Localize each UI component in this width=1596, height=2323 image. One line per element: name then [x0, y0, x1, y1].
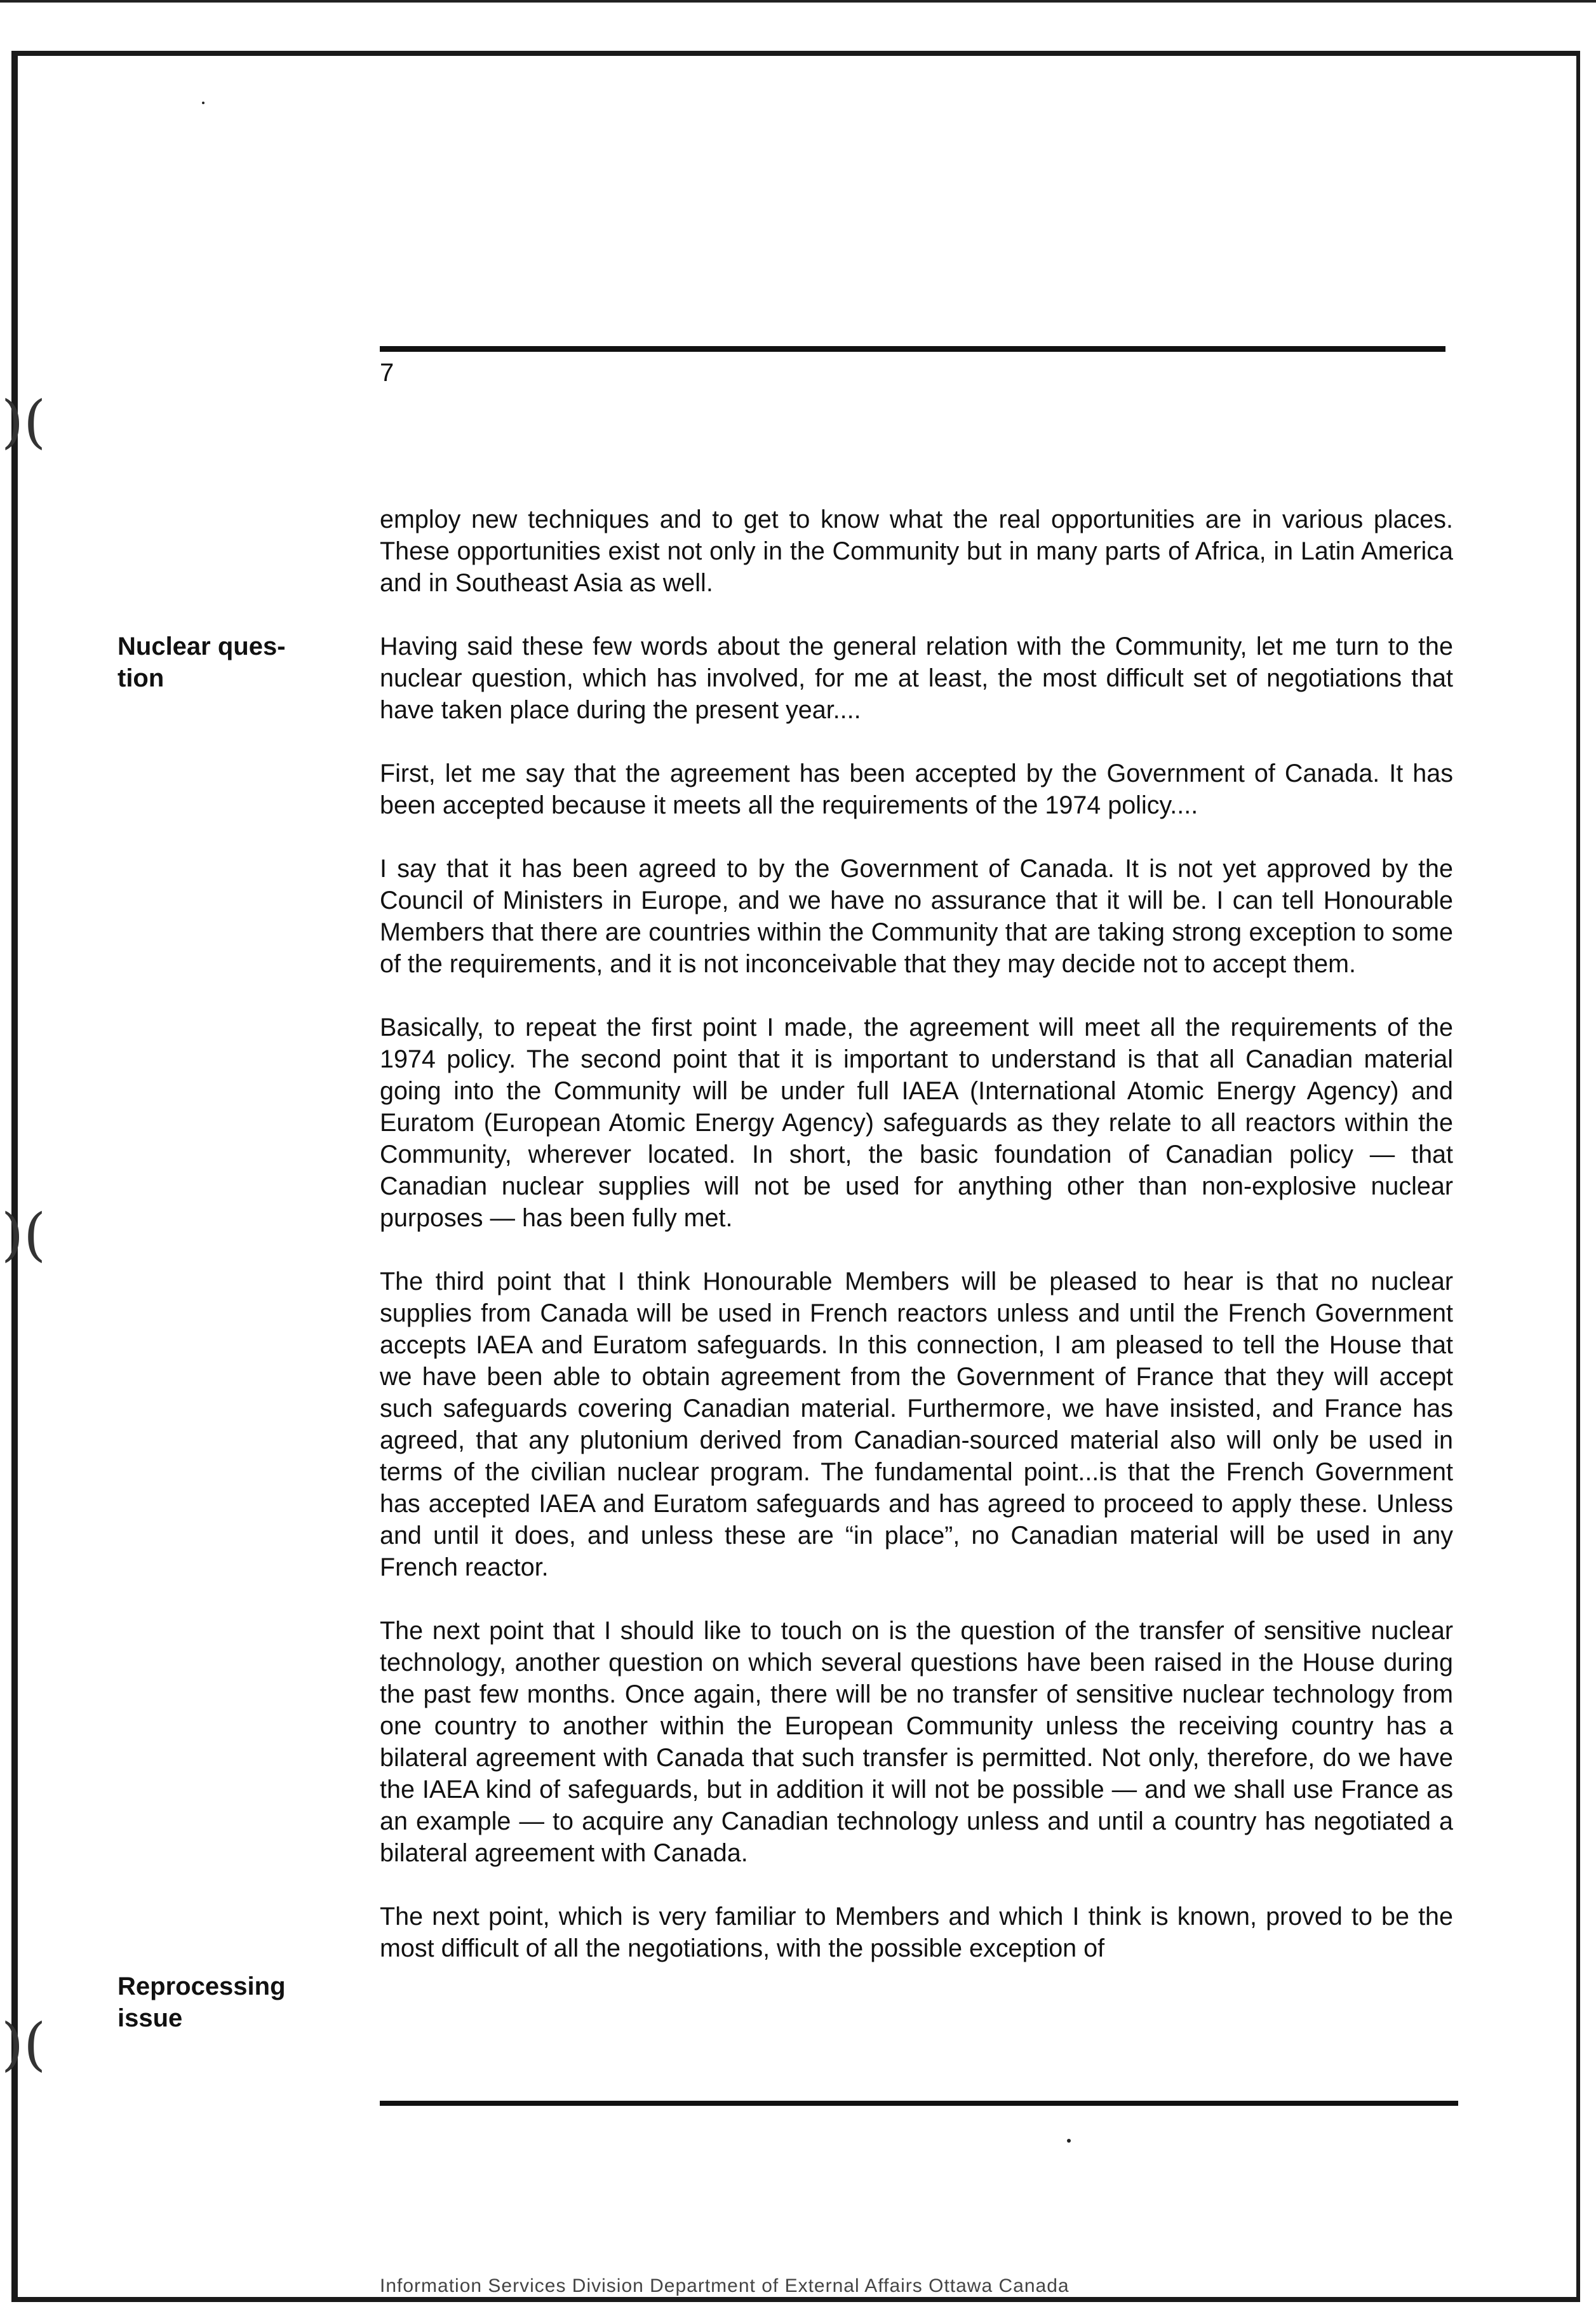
- header-rule: [380, 346, 1445, 352]
- page-number: 7: [380, 359, 394, 387]
- scan-top-edge: [0, 0, 1596, 3]
- paragraph: The next point, which is very familiar to Members and which I think is known, proved to be the most difficult of all the negotiations, with the possible exception of: [380, 1903, 1453, 1962]
- sidenote-nuclear-question: [117, 631, 308, 694]
- paragraph: I say that it has been agreed to by the Government of Canada. It is not yet approved by the Council of Ministers in Europe, and we have no assurance that it will be. I can tell Honourable Members that there are countries within the Community that are taking strong exception to some of the requirements, and it is not inconceivable that they may decide not to accept them.: [380, 855, 1453, 978]
- scan-speck: [1067, 2139, 1071, 2143]
- binding-hole-mark: )(: [1, 1202, 46, 1268]
- paragraph: Having said these few words about the general relation with the Community, let me turn to the nuclear question, which has involved, for me at least, the most difficult set of negotiations that have taken place during the present year....: [380, 633, 1453, 724]
- binding-hole-mark: )(: [1, 389, 46, 455]
- paragraph: The next point that I should like to touch on is the question of the transfer of sensitive nuclear technology, another question on which several questions have been raised in the House during the past few months. Once again, there will be no transfer of sensitive nuclear technology from one country to another within the European Community unless the receiving country has a bilateral agreement with Canada that such transfer is permitted. Not only, therefore, do we have the IAEA kind of safeguards, but in addition it will not be possible — and we shall use France as an example — to acquire any Canadian technology unless and until a country has negotiated a bilateral agreement with Canada.: [380, 1617, 1453, 1867]
- scan-speck: [202, 102, 205, 104]
- sidenote-text: Nuclear ques- tion: [117, 633, 286, 692]
- binding-hole-mark: )(: [1, 2011, 46, 2078]
- paragraph: employ new techniques and to get to know what the real opportunities are in various places. These opportunities exist not only in the Community but in many parts of Africa, in Latin America and in Southeast Asia as well.: [380, 505, 1453, 597]
- footer-rule: [380, 2101, 1458, 2106]
- sidenote-text: Reprocessing issue: [117, 1972, 286, 2032]
- paragraph: First, let me say that the agreement has been accepted by the Government of Canada. It has been accepted because it meets all the requirements of the 1974 policy....: [380, 760, 1453, 819]
- footer-publisher: Information Services Division Department of External Affairs Ottawa Canada: [380, 2275, 1070, 2296]
- paragraph: Basically, to repeat the first point I made, the agreement will meet all the requirements of the 1974 policy. The second point that it is important to understand is that all Canadian material going into the Community will be under full IAEA (International Atomic Energy Agency) and Euratom (European Atomic Energy Agency) safeguards as they relate to all reactors within the Community, wherever located. In short, the basic foundation of Canadian policy — that Canadian nuclear supplies will not be used for anything other than non-explosive nuclear purposes — has been fully met.: [380, 1014, 1453, 1232]
- sidenote-reprocessing-issue: [117, 1971, 308, 2034]
- paragraph: The third point that I think Honourable Members will be pleased to hear is that no nuclear supplies from Canada will be used in French reactors unless and until the French Government accepts IAEA and Euratom safeguards. In this connection, I am pleased to tell the House that we have been able to obtain agreement from the Government of France that they will accept such safeguards covering Canadian material. Furthermore, we have insisted, and France has agreed, that any plutonium derived from Canadian-sourced material also will only be used in terms of the civilian nuclear program. The fundamental point...is that the French Government has accepted IAEA and Euratom safeguards and has agreed to proceed to apply these. Unless and until it does, and unless these are “in place”, no Canadian material will be used in any French reactor.: [380, 1268, 1453, 1581]
- body-text: [380, 504, 1453, 1964]
